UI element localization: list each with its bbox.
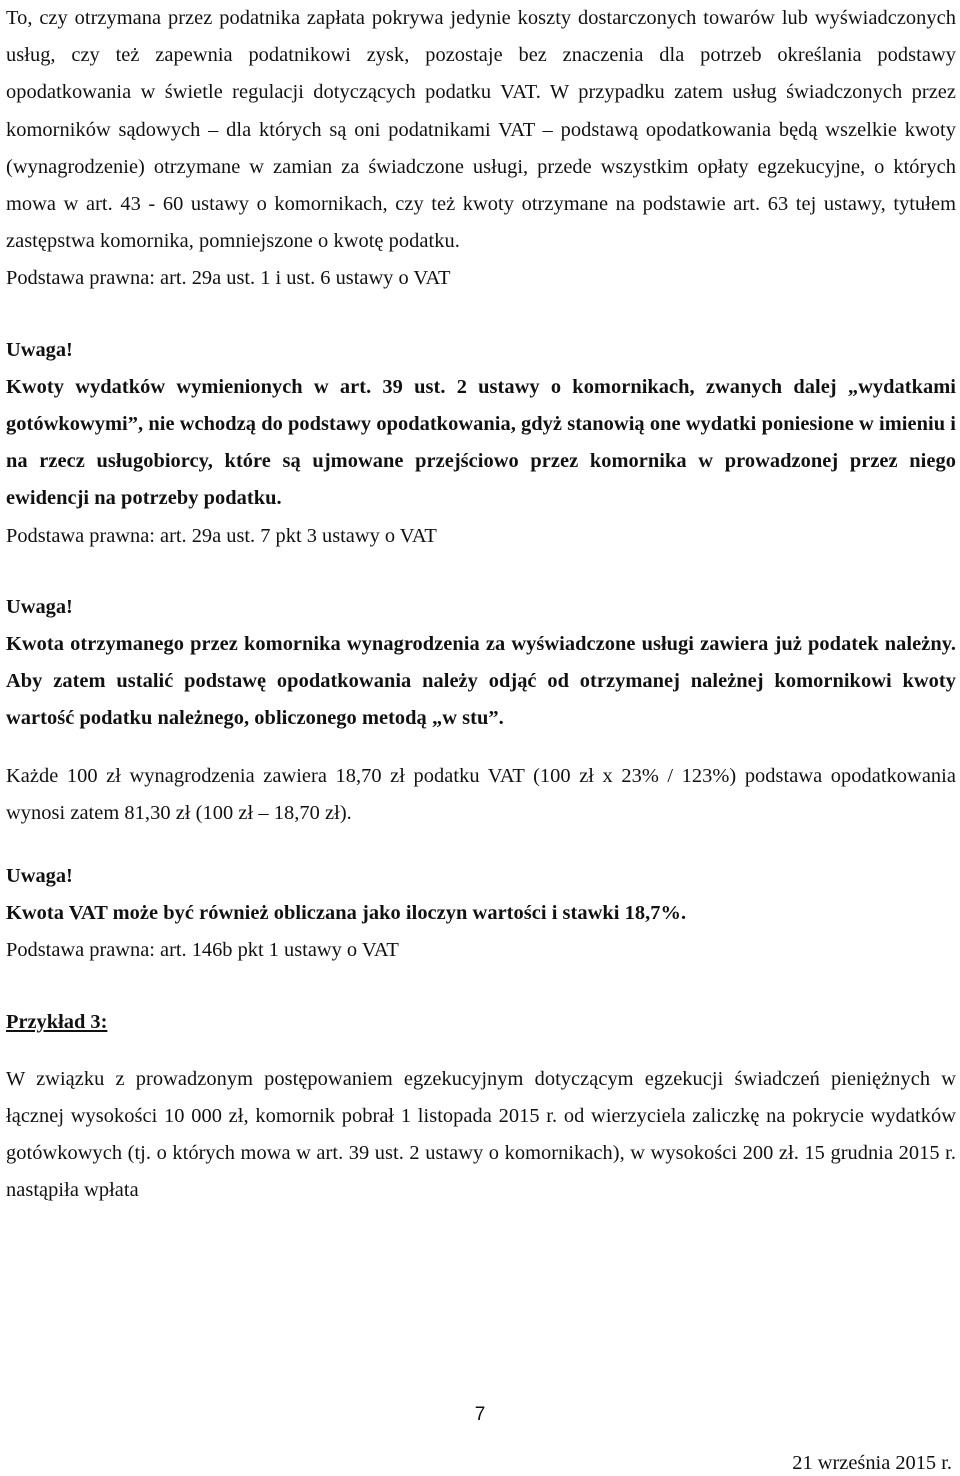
uwaga-label-2: Uwaga! [6, 595, 73, 618]
example-paragraph: W związku z prowadzonym postępowaniem egzekucyjnym dotyczącym egzekucji świadczeń pieniężnych w łącznej wysokości 10 000 zł, komornik pobrał 1 listopada 2015 r. od wierzyciela zaliczkę na pokrycie wydatków gotówkowych (tj. o których mowa w art. 39 ust. 2 ustawy o komornikach), w wysokości 200 zł. 15 grudnia 2015 r. nastąpiła wpłata [6, 1067, 956, 1202]
paragraph-intro: To, czy otrzymana przez podatnika zapłata pokrywa jedynie koszty dostarczonych towarów lub wyświadczonych usług, czy też zapewnia podatnikowi zysk, pozostaje bez znaczenia dla potrzeb określania podstawy opodatkowania w świetle regulacji dotyczących podatku VAT. W przypadku zatem usług świadczonych przez komorników sądowych – dla których są oni podatnikami VAT – podstawą opodatkowania będą wszelkie kwoty (wynagrodzenie) otrzymane w zamian za świadczone usługi, przede wszystkim opłaty egzekucyjne, o których mowa w art. 43 - 60 ustawy o komornikach, czy też kwoty otrzymane na podstawie art. 63 tej ustawy, tytułem zastępstwa komornika, pomniejszone o kwotę podatku. [6, 7, 956, 253]
uwaga-label-3: Uwaga! [6, 865, 73, 888]
footer-date: 21 września 2015 r. [792, 1452, 952, 1474]
document-page [6, 0, 956, 1210]
page-number: 7 [474, 1404, 486, 1425]
note-paragraph-3: Kwota VAT może być również obliczana jako iloczyn wartości i stawki 18,7%. [6, 902, 687, 925]
note-paragraph-1: Kwoty wydatków wymienionych w art. 39 ust. 2 ustawy o komornikach, zwanych dalej „wydatkami gotówkowymi”, nie wchodzą do podstawy opodatkowania, gdyż stanowią one wydatki poniesione w imieniu i na rzecz usługobiorcy, które są ujmowane przejściowo przez komornika w prowadzonej przez niego ewidencji na potrzeby podatku. [6, 375, 956, 510]
legal-basis-1: Podstawa prawna: art. 29a ust. 1 i ust. 6 ustawy o VAT [6, 267, 451, 290]
uwaga-label-1: Uwaga! [6, 338, 73, 361]
example-heading: Przykład 3: [6, 1010, 108, 1033]
note-paragraph-2: Kwota otrzymanego przez komornika wynagrodzenia za wyświadczone usługi zawiera już podatek należny. Aby zatem ustalić podstawę opodatkowania należy odjąć od otrzymanej należnej komornikowi kwoty wartość podatku należnego, obliczonego metodą „w stu”. [6, 633, 956, 730]
calculation-paragraph: Każde 100 zł wynagrodzenia zawiera 18,70 zł podatku VAT (100 zł x 23% / 123%) podstawa opodatkowania wynosi zatem 81,30 zł (100 zł – 18,70 zł). [6, 764, 956, 824]
legal-basis-3: Podstawa prawna: art. 146b pkt 1 ustawy o VAT [6, 939, 399, 962]
legal-basis-2: Podstawa prawna: art. 29a ust. 7 pkt 3 ustawy o VAT [6, 524, 437, 547]
